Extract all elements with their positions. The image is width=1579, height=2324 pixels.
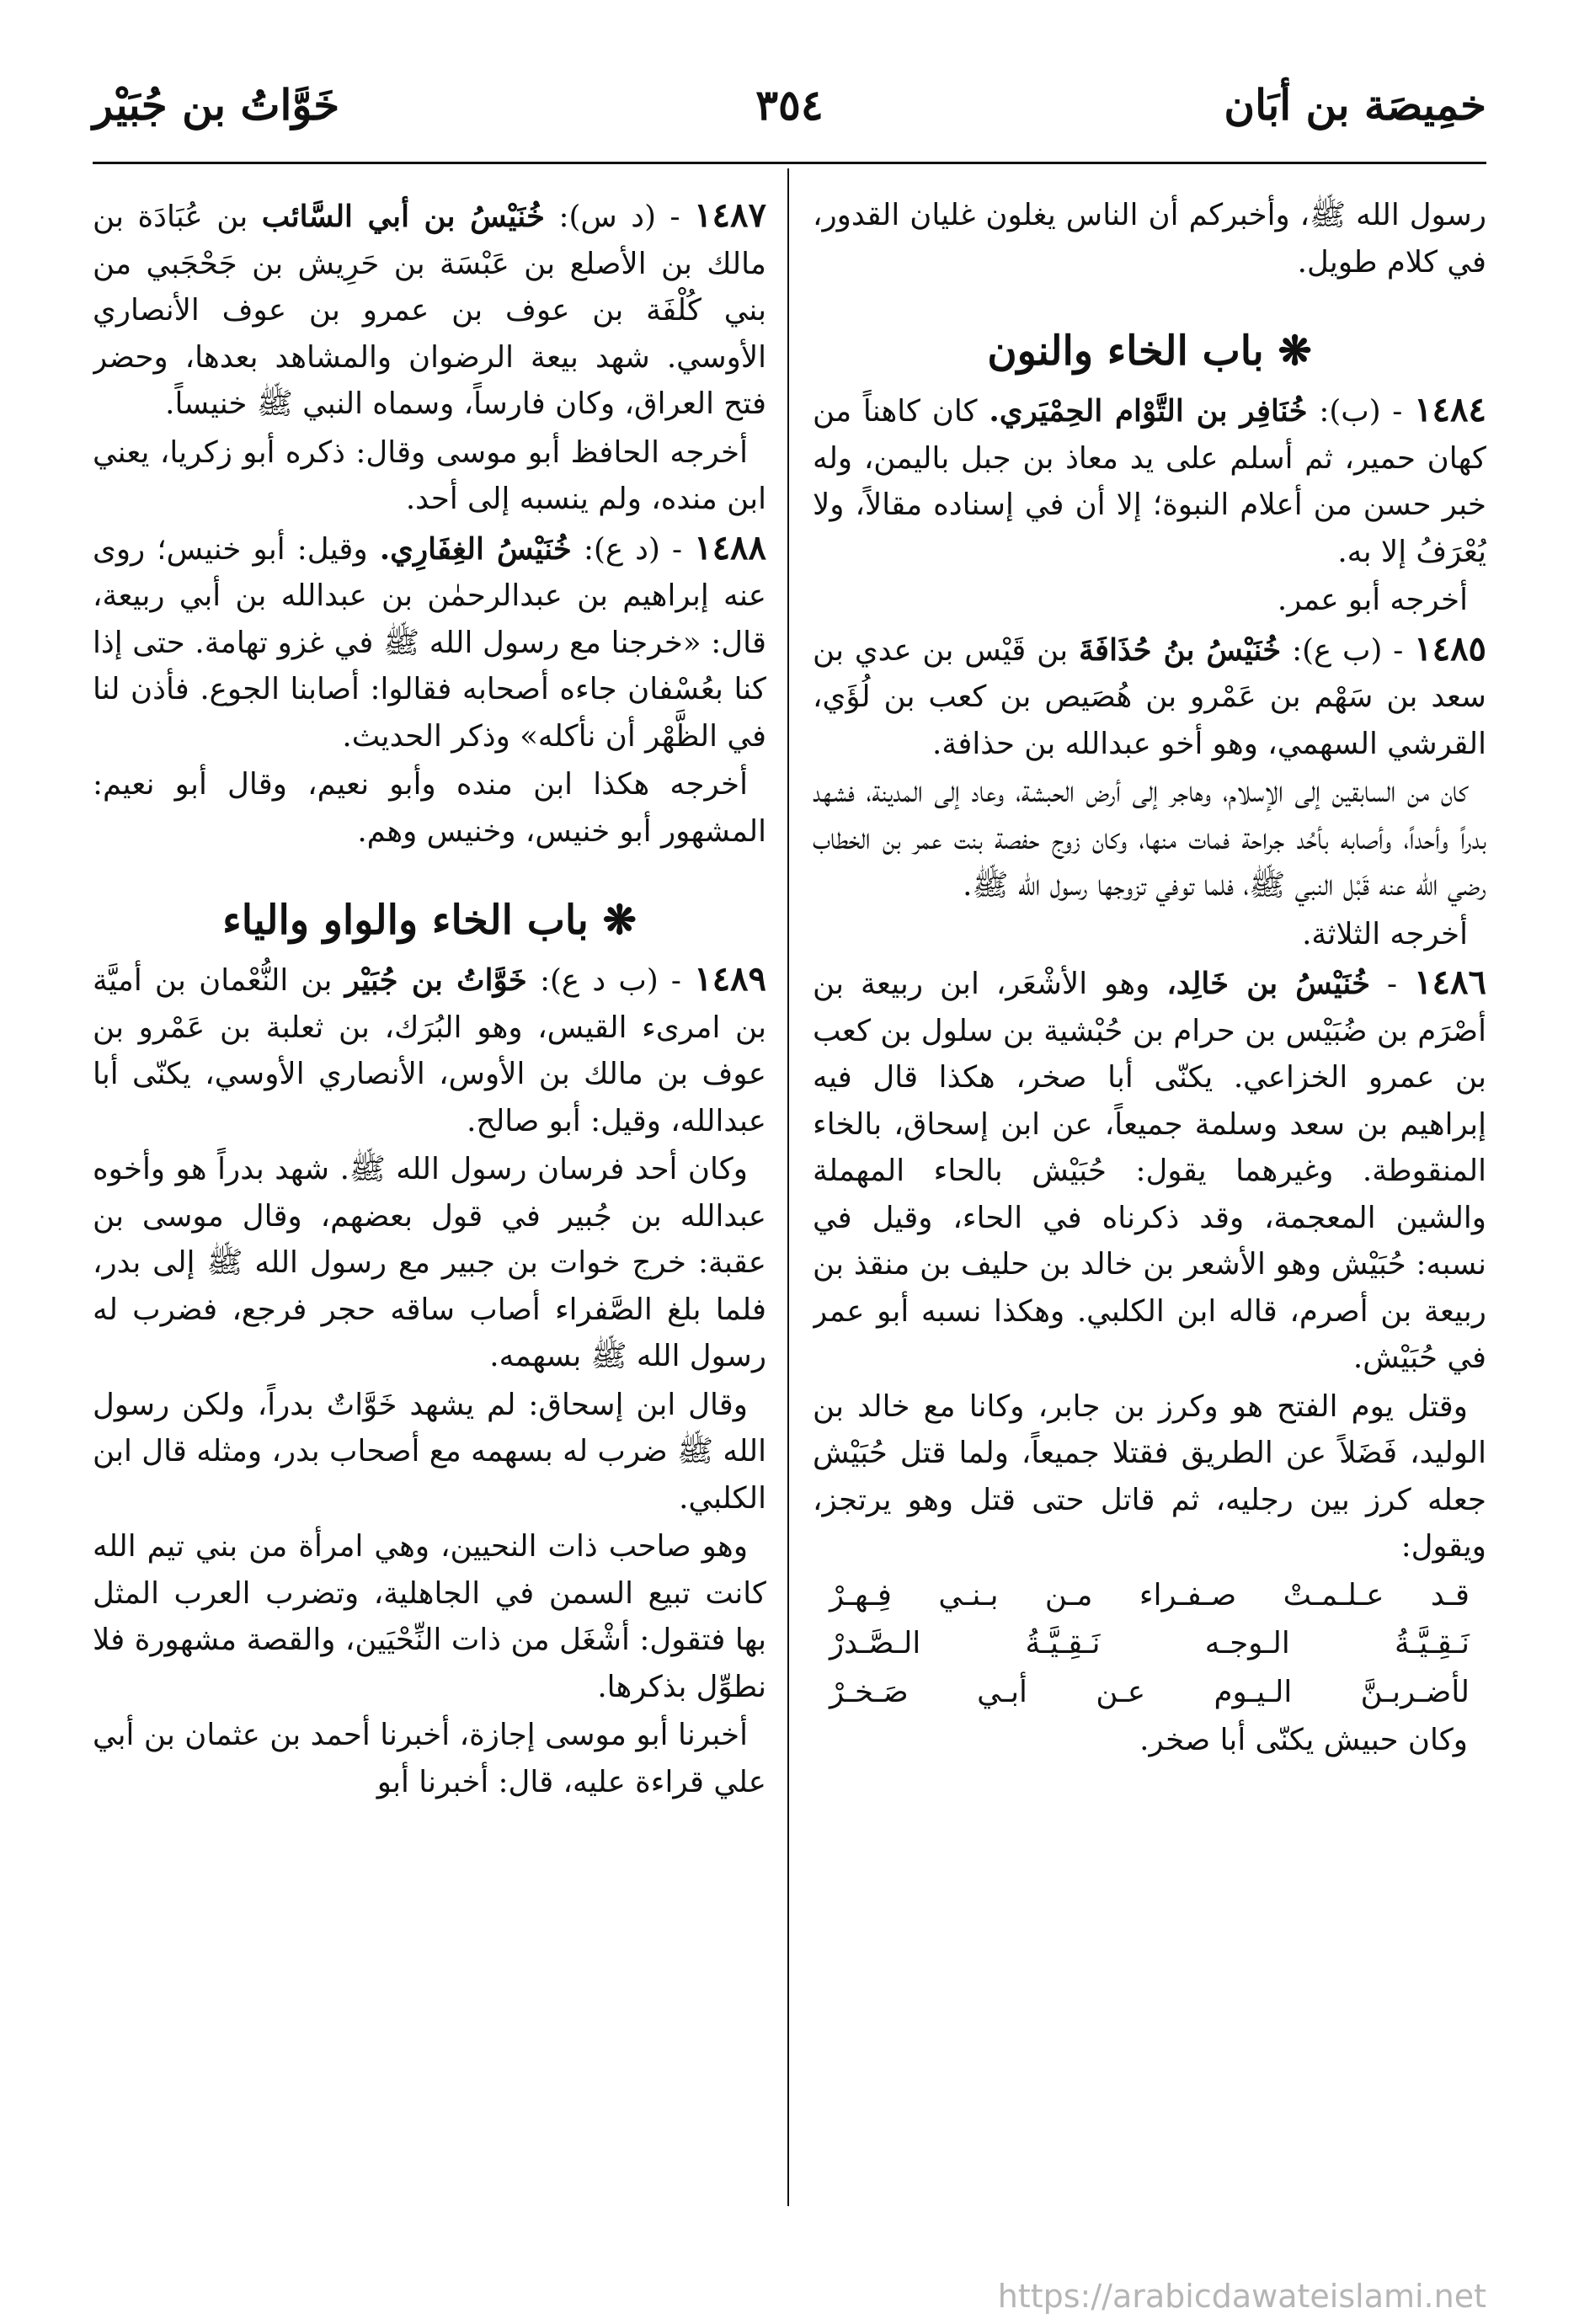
entry-number: ١٤٨٨ <box>694 527 766 568</box>
entry-source: أخرجه الثلاثة. <box>1302 916 1468 951</box>
entry-text: بن عُبَادَة بن مالك بن الأصلع بن عَبْسَة بن حَرِيش بن جَحْجَبي من بني كُلْفَة بن عوف بن عمرو بن عوف الأنصاري الأوسي. شهد بيعة الرضوان والمشاهد بعدها، وحضر فتح العراق، وكان فارساً، وسماه النبي ﷺ خنيساً. <box>93 200 766 421</box>
entry-code: - (ب د ع): <box>540 963 681 998</box>
entry-1487 <box>93 192 766 428</box>
section-heading-kha-waw-ya: ❋ باب الخاء والواو والياء <box>222 897 637 944</box>
entry-code: - (د ع): <box>583 531 682 567</box>
entry-text: وهو الأشْعَر، ابن ربيعة بن أصْرَم بن ضُبَيْس بن حرام بن حُبْشية بن سلول بن كعب بن عمرو الخزاعي. يكنّى أبا صخر، هكذا قال فيه إبراهيم بن سعد وسلمة جميعاً، عن ابن إسحاق، بالخاء المنقوطة. وغيرهما يقول: حُبَيْش بالحاء المهملة والشين المعجمة، وقد ذكرناه في الحاء، وقيل في نسبه: حُبَيْش وهو الأشعر بن خالد بن حليف بن منقذ بن ربيعة بن أصرم، قاله ابن الكلبي. وهكذا نسبه أبو عمر في حُبَيْش. <box>813 967 1486 1375</box>
entry-source: أخرجه أبو عمر. <box>1277 583 1468 617</box>
entry-paragraph: وكان حبيش يكنّى أبا صخر. <box>1139 1723 1468 1757</box>
verse-line: لأضـربـنَّ الـيـوم عـن أبـي صَـخـرْ <box>830 1674 1470 1709</box>
entry-text: وقيل: أبو خنيس؛ روى عنه إبراهيم بن عبدالرحمٰن بن عبدالله بن أبي ربيعة، قال: «خرجنا مع رسول الله ﷺ في غزو تهامة. حتى إذا كنا بعُسْفان جاءه أصحابه فقالوا: أصابنا الجوع. فأذن لنا في الظَّهْر أن نأكله» وذكر الحديث. <box>93 531 766 754</box>
entry-code: - <box>1387 967 1398 1001</box>
entry-code: - (د س): <box>558 200 680 234</box>
section-heading-kha-nun: ❋ باب الخاء والنون <box>987 328 1312 375</box>
entry-paragraph: وكان أحد فرسان رسول الله ﷺ. شهد بدراً هو وأخوه عبدالله بن جُبير في قول بعضهم، وقال موسى بن عقبة: خرج خوات بن جبير مع رسول الله ﷺ إلى بدر، فلما بلغ الصَّفراء أصاب ساقه حجر فرجع، فضرب له رسول الله ﷺ بسهمه. <box>93 1152 766 1373</box>
entry-paragraph: وقال ابن إسحاق: لم يشهد خَوَّاتٌ بدراً، ولكن رسول الله ﷺ ضرب له بسهمه مع أصحاب بدر، ومثله قال ابن الكلبي. <box>93 1387 766 1516</box>
page-number: ٣٥٤ <box>755 80 824 130</box>
entry-name: خُنَيْسُ الغِفَارِي. <box>379 531 572 567</box>
watermark-url: https://arabicdawateislami.net <box>997 2278 1486 2315</box>
entry-name: خُنَيْسُ بن خَالِد، <box>1166 967 1371 1001</box>
entry-number: ١٤٨٥ <box>1414 628 1486 669</box>
entry-number: ١٤٨٦ <box>1414 962 1486 1002</box>
entry-1484 <box>813 386 1486 575</box>
entry-name: خُنَيْسُ بن أبي السَّائب <box>261 200 545 234</box>
entry-text: كان كاهناً من كهان حمير، ثم أسلم على يد معاذ بن جبل باليمن، وله خبر حسن من أعلام النبوة؛ إلا أن في إسناده مقالاً، ولا يُعْرَفُ إلا به. <box>813 394 1486 569</box>
entry-number: ١٤٨٩ <box>694 959 766 999</box>
entry-number: ١٤٨٧ <box>694 195 766 235</box>
entry-name: خُنَافِر بن التَّوْام الحِمْيَري. <box>989 394 1308 429</box>
entry-1485 <box>813 626 1486 768</box>
continuation-paragraph: رسول الله ﷺ، وأخبركم أن الناس يغلون غليان القدور، في كلام طويل. <box>813 198 1486 280</box>
header-rule <box>93 162 1486 164</box>
entry-name: خُنَيْسُ بنُ حُذَافَةَ <box>1078 632 1282 668</box>
entry-source: أخرجه هكذا ابن منده وأبو نعيم، وقال أبو نعيم: المشهور أبو خنيس، وخنيس وهم. <box>93 767 766 849</box>
entry-code: - (ب): <box>1319 394 1403 429</box>
left-column <box>93 192 766 2213</box>
entry-1488 <box>93 525 766 760</box>
entry-1486 <box>813 959 1486 1382</box>
entry-name: خَوَّاتُ بن جُبَيْر <box>344 963 527 998</box>
entry-paragraph: وقتل يوم الفتح هو وكرز بن جابر، وكانا مع خالد بن الوليد، فَضَلاً عن الطريق فقتلا جميعاً، ولما قتل حُبَيْش جعله كرز بين رجليه، ثم قاتل حتى قتل وهو يرتجز، ويقول: <box>813 1389 1486 1564</box>
entry-1489 <box>93 956 766 1144</box>
entry-text: بن النُّعْمان بن أميَّة بن امرىء القيس، وهو البُرَك، بن ثعلبة بن عَمْرو بن عوف بن مالك بن الأوس، الأنصاري الأوسي، يكنّى أبا عبدالله، وقيل: أبو صالح. <box>93 963 766 1138</box>
verse-line: قـد عـلـمـتْ صـفـراء مـن بـنـي فِـهـرْ <box>830 1577 1470 1612</box>
entry-code: - (ب ع): <box>1292 632 1404 668</box>
entry-paragraph: وهو صاحب ذات النحيين، وهي امرأة من بني تيم الله كانت تبيع السمن في الجاهلية، وتضرب العرب المثل بها فتقول: أشْغَل من ذات النِّحْيَين، والقصة مشهورة فلا نطوِّل بذكرها. <box>93 1529 766 1704</box>
entry-text: بن قَيْس بن عدي بن سعد بن سَهْم بن عَمْرو بن هُصَيص بن كعب بن لُؤَي، القرشي السهمي، وهو أخو عبدالله بن حذافة. <box>813 632 1486 761</box>
running-header-right: خمِيصَة بن أبَان <box>1224 80 1486 130</box>
column-divider <box>787 168 789 2206</box>
entry-paragraph: كان من السابقين إلى الإسلام، وهاجر إلى أرض الحبشة، وعاد إلى المدينة، فشهد بدراً وأحداً، وأصابه بأحُد جراحة فمات منها، وكان زوج حفصة بنت عمر بن الخطاب رضي الله عنه قَبْل النبي ﷺ، فلما توفي تزوجها رسول الله ﷺ. <box>813 775 1486 903</box>
entry-paragraph: أخبرنا أبو موسى إجازة، أخبرنا أحمد بن عثمان بن أبي علي قراءة عليه، قال: أخبرنا أبو <box>93 1718 766 1799</box>
running-header-left: خَوَّاتُ بن جُبَيْر <box>93 80 340 130</box>
verse-line: نَـقِـيَّـةُ الـوجـه نَـقِـيَّـةُ الـصَّـدرْ <box>830 1626 1470 1660</box>
entry-source: أخرجه الحافظ أبو موسى وقال: ذكره أبو زكريا، يعني ابن منده، ولم ينسبه إلى أحد. <box>93 434 766 516</box>
right-column <box>813 192 1486 2213</box>
entry-number: ١٤٨٤ <box>1414 390 1486 429</box>
